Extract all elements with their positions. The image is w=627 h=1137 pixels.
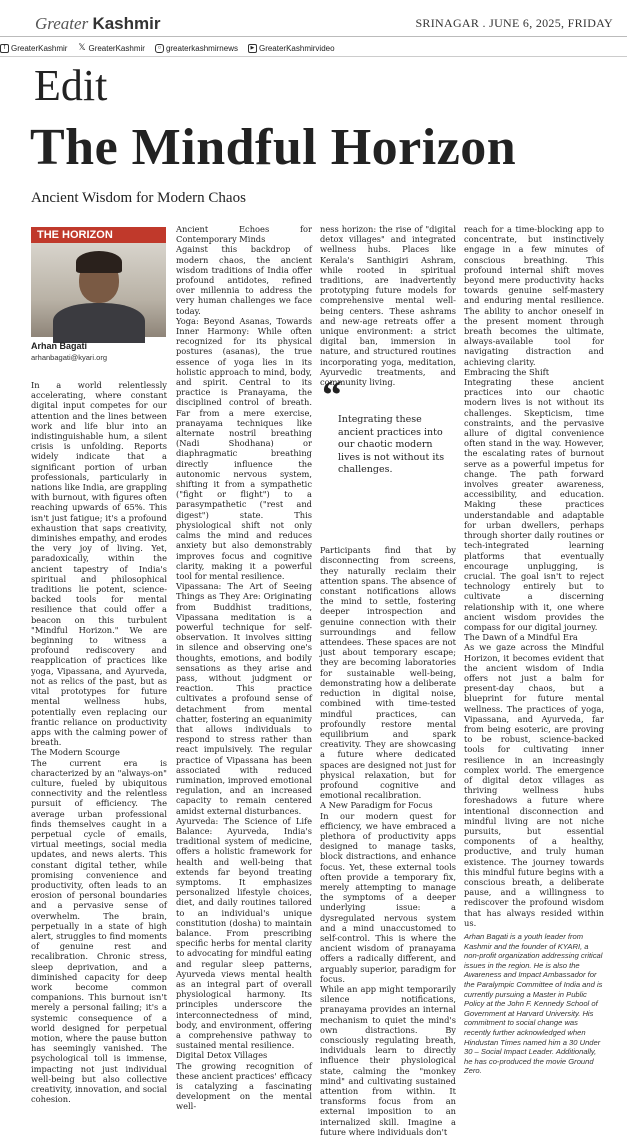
brand-part2: Kashmir <box>92 14 161 33</box>
headline: The Mindful Horizon <box>30 119 517 176</box>
paragraph: As we gaze across the Mindful Horizon, it becomes evident that the ancient wisdom of India offers not just a balm for present-day chaos, but a blueprint for future mental wellness. The practices of yoga, Vipassana, and Ayurveda, far from being esoteric, are proving to be robust, science-backed tools for cultivating inner resilience in an increasingly complex world. The emergence of digital detox villages as thriving wellness hubs foreshadows a future where intentional disconnection and mindful living are not niche pursuits, but essential components of a healthy, productive, and truly human existence. The journey towards this mindful future begins with a conscious breath, a deliberate pause, and a willingness to rediscover the profound wisdom that has always resided within us. <box>464 642 604 928</box>
article-column-3 <box>320 224 456 1137</box>
author-name: Arhan Bagati <box>31 341 88 351</box>
social-label: GreaterKashmir <box>11 43 68 53</box>
social-handles <box>0 42 335 54</box>
subheading: Embracing the Shift <box>464 366 550 377</box>
pull-quote <box>322 372 456 498</box>
subheading: Digital Detox Villages <box>176 1050 268 1061</box>
subheading: Ancient Echoes for Contemporary Minds <box>176 224 312 245</box>
paragraph: reach for a time-blocking app to concentrate, but instinctively engage in a few minutes of conscious breathing. This profound internal shift moves beyond mere productivity hacks towards genuine self-mastery and enduring mental resilience. The ability to anchor oneself in the present moment through breath becomes the ultimate, always-available tool for navigating distraction and achieving clarity. <box>464 224 604 367</box>
paragraph: Participants find that by disconnecting from screens, they naturally reclaim their attention spans. The absence of constant notifications allows the mind to settle, fostering deeper introspection and genuine connection with their surroundings and fellow attendees. These spaces are not just about temporary escape; they are becoming laboratories for sustainable well-being, demonstrating how a deliberate reduction in digital noise, combined with time-tested mindful practices, can profoundly restore mental equilibrium and spark creativity. They are showcasing a future where dedicated spaces are designed not just for physical relaxation, but for profound cognitive and emotional recalibration. <box>320 545 456 801</box>
instagram-icon: ○ <box>155 44 164 53</box>
social-x[interactable] <box>77 42 144 54</box>
paragraph: Yoga: Beyond Asanas, Towards Inner Harmony: While often recognized for its physical postures (asanas), the true essence of yoga lies in its holistic approach to mind, body, and spirit. Central to its practice is Pranayama, the disciplined control of breath. Far from a mere exercise, pranayama techniques like alternate nostril breathing (Nadi Shodhana) or diaphragmatic breathing directly influence the autonomic nervous system, shifting it from a sympathetic ("fight or flight") to a parasympathetic ("rest and digest") state. This physiological shift not only calms the mind and reduces anxiety but also demonstrably improves focus and cognitive clarity, making it a powerful tool for mental resilience. <box>176 315 312 581</box>
x-icon: 𝕏 <box>78 41 86 52</box>
author-email[interactable]: arhanbagati@kyari.org <box>31 353 107 362</box>
subheading: The Modern Scourge <box>31 747 120 758</box>
paragraph: Vipassana: The Art of Seeing Things as They Are: Originating from Buddhist traditions, Vipassana meditation is a powerful technique for self-observation. It involves sitting in silence and observing one's thoughts, emotions, and bodily sensations as they arise and pass, without judgment or reaction. This practice cultivates a profound sense of detachment from mental chatter, fostering an equanimity that allows individuals to respond to stress rather than react impulsively. The regular practice of Vipassana has been associated with reduced rumination, improved emotional regulation, and an increased capacity to remain centered amidst external disturbances. <box>176 581 312 816</box>
paragraph: While an app might temporarily silence notifications, pranayama provides an internal mechanism to quiet the mind's own distractions. By consciously regulating breath, individuals learn to directly influence their physiological state, calming the "monkey mind" and cultivating sustained attention from within. It transforms focus from an external imposition to an internalized skill. Imagine a future where individuals don't <box>320 983 456 1137</box>
paragraph: In our modern quest for efficiency, we have embraced a plethora of productivity apps designed to manage tasks, block distractions, and enhance focus. Yet, these external tools often provide a temporary fix, merely attempting to manage the symptoms of a deeper underlying issue: a dysregulated nervous system and a mind unaccustomed to self-control. This is where the ancient wisdom of pranayama offers a radically different, and arguably superior, paradigm for focus. <box>320 810 456 984</box>
author-bio: Arhan Bagati is a youth leader from Kashmir and the founder of KYARI, a non-profit organization addressing critical issues in the region. He is also the Awareness and Impact Ambassador for the Paralympic Committee of India and is currently pursuing a Master in Public Policy at the John F. Kennedy School of Government at Harvard University. His commitment to social change was recently further acknowledged when Hindustan Times named him a 30 Under 30 – Social Impact Leader. Additionally, he has co-produced the movie Ground Zero. <box>464 932 603 1076</box>
facebook-icon: f <box>0 44 9 53</box>
quote-icon: “ <box>322 372 342 417</box>
brand-logo[interactable] <box>35 14 160 34</box>
social-label: GreaterKashmirvideo <box>258 43 335 53</box>
section-title: Edit <box>34 61 108 110</box>
paragraph: Against this backdrop of modern chaos, the ancient wisdom traditions of India offer profound antidotes, refined over millennia to address the very human challenges we face today. <box>176 244 312 316</box>
subheadline: Ancient Wisdom for Modern Chaos <box>31 190 246 206</box>
pull-quote-text: Integrating these ancient practices into our chaotic modern lives is not without its challenges. <box>338 414 445 475</box>
paragraph: In a world relentlessly accelerating, where constant digital input competes for our attention and the lines between work and life blur into an indistinguishable hum, a silent crisis is unfolding. Reports widely indicate that a significant portion of urban professionals, particularly in nations like India, are grappling with burnout, with figures often reaching upwards of 65%. This isn't just fatigue; it's a profound exhaustion that saps creativity, diminishes empathy, and erodes the very joy of living. Yet, paradoxically, within the ancient tapestry of India's spiritual and philosophical traditions lie potent, science-backed tools for mental resilience that could offer a beacon on this turbulent "Mindful Horizon." We are beginning to witness a profound rediscovery and reapplication of practices like yoga, Vipassana, and Ayurveda, not as relics of the past, but as vital prototypes for future mental wellness hubs, potentially even replacing our frantic reliance on productivity apps with the calming power of breath. <box>31 380 167 748</box>
brand-part1: Greater <box>35 14 89 33</box>
social-label: greaterkashmirnews <box>165 43 238 53</box>
paragraph: Integrating these ancient practices into our chaotic modern lives is not without its challenges. Skepticism, time constraints, and the pervasive allure of digital convenience often stand in the way. However, the escalating rates of burnout serve as a powerful impetus for change. The path forward involves greater awareness, accessibility, and education. Making these practices understandable and adaptable for urban dwellers, perhaps through shorter daily routines or tech-integrated learning platforms that eventually encourage unplugging, is crucial. The goal isn't to reject technology entirely but to cultivate a discerning relationship with it, one where ancient wisdom provides the compass for our digital journey. <box>464 377 604 632</box>
social-label: GreaterKashmir <box>88 43 145 53</box>
article-column-1 <box>31 380 167 1105</box>
column-tag: THE HORIZON <box>31 227 166 243</box>
social-instagram[interactable] <box>155 42 238 54</box>
author-photo <box>31 243 166 337</box>
social-facebook[interactable] <box>0 42 67 54</box>
paragraph: ness horizon: the rise of "digital detox villages" and integrated wellness hubs. Places like Kerala's Santhigiri Ashram, while rooted in spiritual traditions, are inadvertently prototyping future models for comprehensive mental well-being centers. These ashrams and new-age retreats offer a unique environment: a strict digital ban, immersion in nature, and structured routines incorporating yoga, meditation, Ayurvedic treatments, and community living. <box>320 224 456 388</box>
paragraph: Ayurveda: The Science of Life Balance: Ayurveda, India's traditional system of medicine, offers a holistic framework for health and well-being that extends far beyond treating symptoms. It emphasizes personalized lifestyle choices, diet, and daily routines tailored to an individual's unique constitution (dosha) to maintain balance. From prescribing specific herbs for mental clarity to advocating for mindful eating and regular sleep patterns, Ayurveda views mental health as an integral part of overall physiological harmony. Its principles underscore the interconnectedness of mind, body, and environment, offering a comprehensive pathway to sustained mental resilience. <box>176 815 312 1051</box>
masthead-divider <box>0 36 627 37</box>
article-column-4 <box>464 224 604 1076</box>
dateline: SRINAGAR . JUNE 6, 2025, FRIDAY <box>415 16 613 30</box>
masthead <box>0 0 627 38</box>
paragraph: The growing recognition of these ancient practices' efficacy is catalyzing a fascinating development on the mental well- <box>176 1060 312 1112</box>
article-column-2 <box>176 224 312 1112</box>
social-divider <box>0 56 627 57</box>
social-youtube[interactable] <box>248 42 335 54</box>
subheading: A New Paradigm for Focus <box>320 800 433 811</box>
paragraph: The current era is characterized by an "always-on" culture, fueled by ubiquitous connectivity and the relentless pursuit of efficiency. The average urban professional finds themselves caught in a perpetual cycle of emails, virtual meetings, social media updates, and news alerts. This constant digital tether, while promising convenience and productivity, often leads to an erosion of personal boundaries and a pervasive sense of overwhelm. The brain, perpetually in a state of high alert, struggles to find moments of genuine rest and recalibration. Chronic stress, sleep deprivation, and a diminished capacity for deep work become common companions. This burnout isn't merely a personal failing; it's a systemic consequence of a world designed for perpetual motion, where the pause button has seemingly vanished. The psychological toll is immense, impacting not just individual well-being but also collective creativity, innovation, and social cohesion. <box>31 757 167 1105</box>
youtube-icon: ▶ <box>248 44 257 53</box>
subheading: The Dawn of a Mindful Era <box>464 632 578 643</box>
